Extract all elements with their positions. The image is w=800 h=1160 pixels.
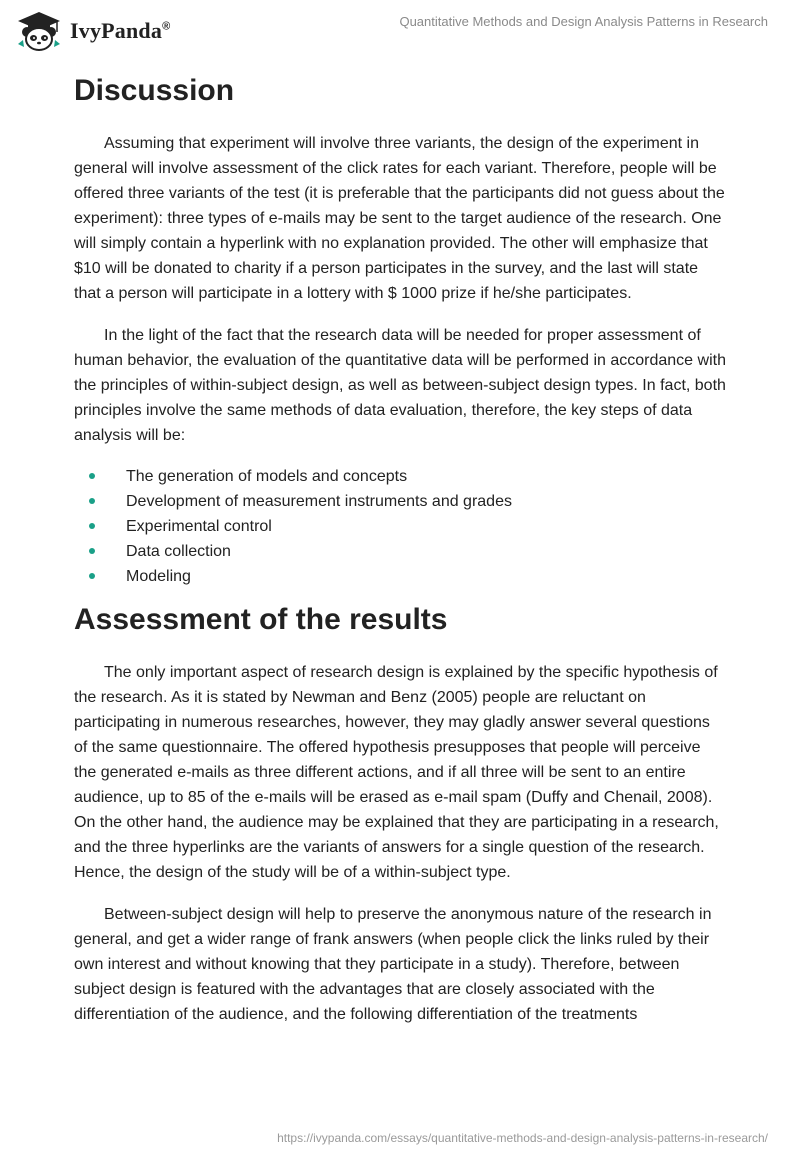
list-item: Experimental control (74, 514, 726, 539)
page-header (0, 0, 800, 62)
document-title: Quantitative Methods and Design Analysis Patterns in Research (399, 14, 768, 29)
paragraph: Between-subject design will help to preserve the anonymous nature of the research in general, and get a wider range of frank answers (when people click the links ruled by their own interest and without knowing that they participate in a study). Therefore, between subject design is featured with the advantages that are closely associated with the differentiation of the audience, and the following differentiation of the treatments (74, 906, 712, 1023)
article-body (74, 70, 726, 1027)
list-item: The generation of models and concepts (74, 464, 726, 489)
panda-graduate-icon (14, 10, 64, 52)
logo[interactable] (14, 10, 170, 52)
section-heading-assessment: Assessment of the results (74, 603, 448, 636)
list-item: Data collection (74, 539, 726, 564)
list-item: Development of measurement instruments and grades (74, 489, 726, 514)
section-heading-discussion: Discussion (74, 74, 235, 107)
bullet-list (74, 464, 726, 589)
source-url-link[interactable]: https://ivypanda.com/essays/quantitative-methods-and-design-analysis-patterns-in-research/ (277, 1131, 768, 1145)
paragraph: In the light of the fact that the research data will be needed for proper assessment of human behavior, the evaluation of the quantitative data will be performed in accordance with the principles of within-subject design, as well as between-subject design types. In fact, both principles involve the same methods of data evaluation, therefore, the key steps of data analysis will be: (74, 327, 726, 444)
list-item: Modeling (74, 564, 726, 589)
paragraph: Assuming that experiment will involve three variants, the design of the experiment in general will involve assessment of the click rates for each variant. Therefore, people will be offered three variants of the test (it is preferable that the participants did not guess about the experiment): three types of e-mails may be sent to the target audience of the research. One will simply contain a hyperlink with no explanation provided. The other will emphasize that $10 will be donated to charity if a person participates in the survey, and the last will state that a person will participate in a lottery with $ 1000 prize if he/she participates. (74, 135, 725, 302)
paragraph: The only important aspect of research design is explained by the specific hypothesis of the research. As it is stated by Newman and Benz (2005) people are reluctant on participating in numerous researches, however, they may gladly answer several questions of the same questionnaire. The offered hypothesis presupposes that people will perceive the generated e-mails as three different actions, and if all three will be sent to an entire audience, up to 85 of the e-mails will be erased as e-mail spam (Duffy and Chenail, 2008). On the other hand, the audience may be explained that they are participating in a research, and the three hyperlinks are the variants of answers for a single question of the research. Hence, the design of the study will be of a within-subject type. (74, 664, 719, 881)
brand-name: IvyPanda® (70, 18, 171, 43)
